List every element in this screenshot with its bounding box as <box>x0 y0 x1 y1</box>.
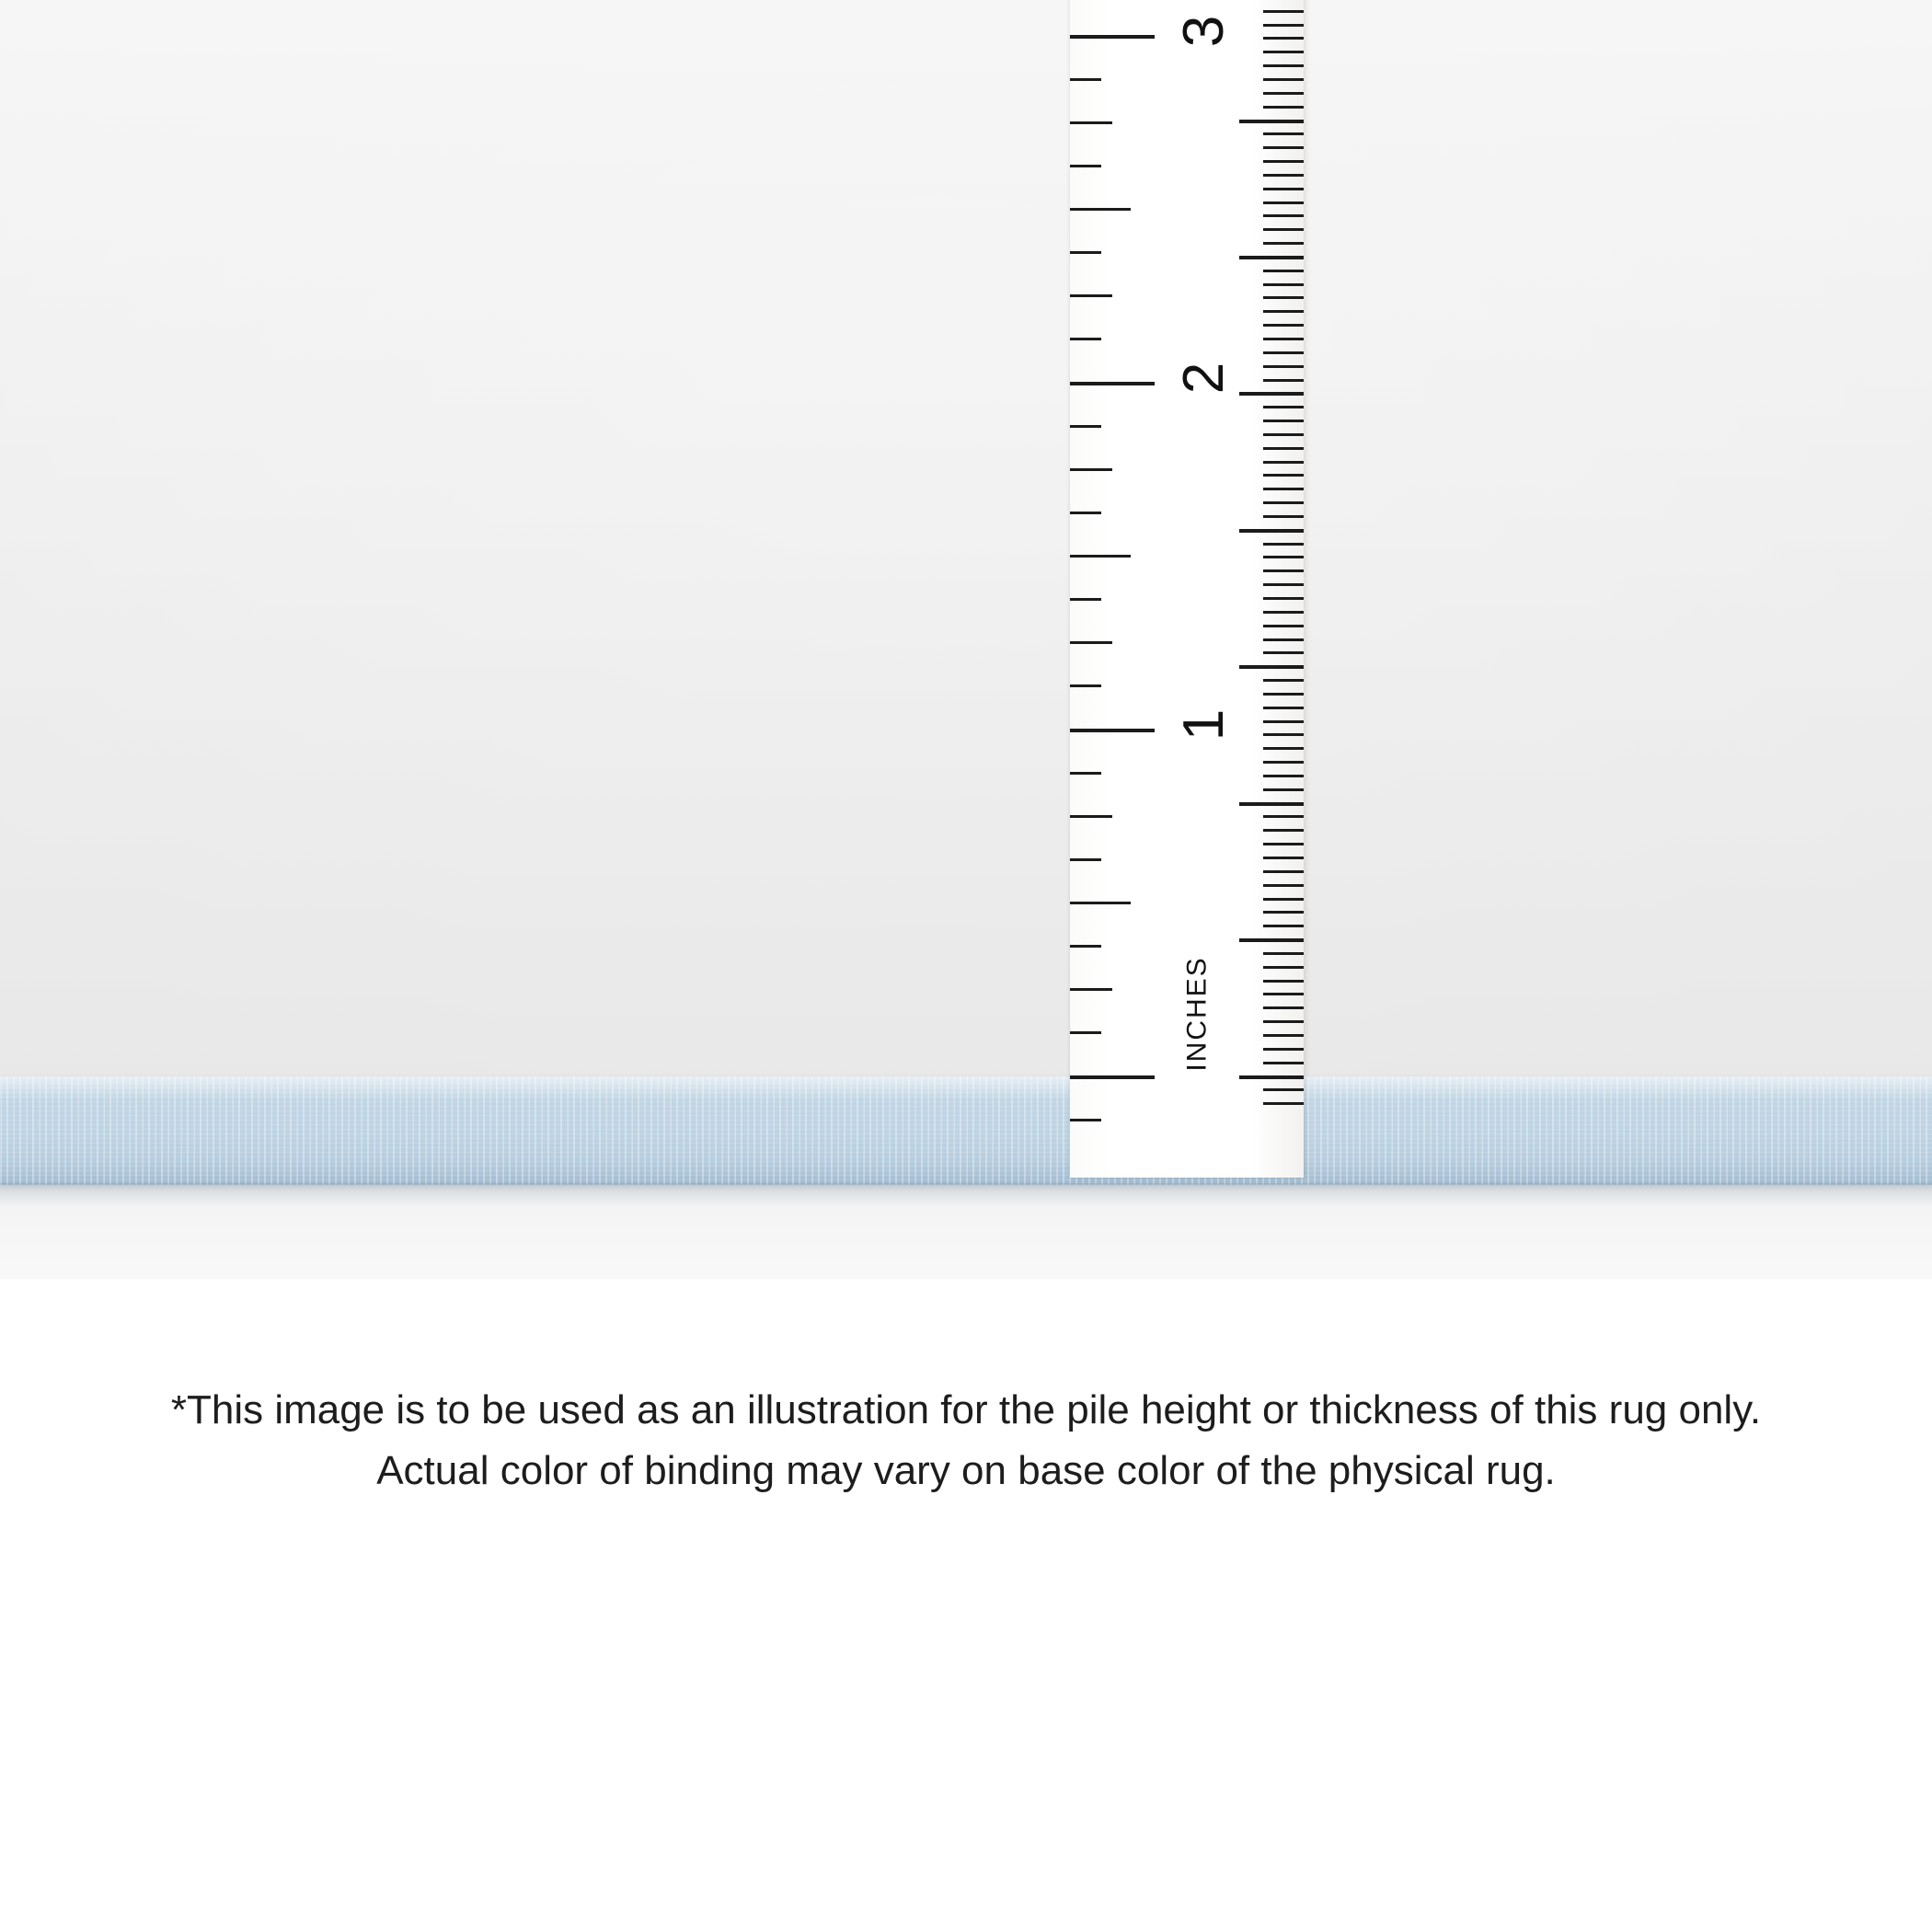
rug-cast-shadow <box>0 1183 1932 1207</box>
rug-edge-highlight <box>0 1076 1932 1100</box>
ruler-tick-left <box>1070 468 1112 471</box>
ruler-tick-right <box>1263 242 1304 245</box>
ruler <box>1070 0 1304 1178</box>
ruler-number-2: 2 <box>1172 362 1236 395</box>
ruler-tick-right <box>1263 270 1304 272</box>
ruler-tick-right <box>1263 1034 1304 1037</box>
ruler-tick-left <box>1070 512 1101 514</box>
ruler-unit-label: INCHES <box>1181 956 1213 1072</box>
ruler-tick-left <box>1070 78 1101 81</box>
ruler-tick-right <box>1263 625 1304 627</box>
ruler-tick-left <box>1070 684 1101 687</box>
ruler-tick-left <box>1070 1031 1101 1034</box>
ruler-number-3: 3 <box>1172 15 1236 48</box>
ruler-tick-right <box>1263 843 1304 845</box>
ruler-tick-right <box>1263 815 1304 818</box>
ruler-tick-right <box>1263 980 1304 983</box>
ruler-tick-right <box>1263 188 1304 190</box>
ruler-tick-right <box>1263 1062 1304 1064</box>
ruler-tick-right <box>1263 569 1304 572</box>
ruler-tick-left <box>1070 598 1101 601</box>
ruler-tick-left <box>1070 555 1131 558</box>
ruler-tick-right <box>1239 802 1304 806</box>
ruler-tick-right <box>1263 296 1304 299</box>
ruler-tick-right <box>1263 733 1304 736</box>
ruler-tick-right <box>1263 310 1304 313</box>
ruler-tick-right <box>1263 1088 1304 1091</box>
ruler-tick-right <box>1263 106 1304 109</box>
ruler-tick-right <box>1263 78 1304 81</box>
ruler-tick-right <box>1263 707 1304 709</box>
ruler-tick-right <box>1263 761 1304 764</box>
ruler-tick-right <box>1263 651 1304 654</box>
ruler-tick-left <box>1070 1075 1155 1079</box>
ruler-tick-right <box>1239 938 1304 942</box>
ruler-tick-right <box>1263 1048 1304 1051</box>
ruler-tick-left <box>1070 1119 1101 1121</box>
ruler-tick-right <box>1263 324 1304 327</box>
ruler-tick-right <box>1263 515 1304 518</box>
ruler-tick-right <box>1263 488 1304 490</box>
ruler-tick-left <box>1070 35 1155 39</box>
ruler-tick-right <box>1263 556 1304 558</box>
ruler-tick-right <box>1263 966 1304 969</box>
ruler-tick-right <box>1263 925 1304 927</box>
ruler-tick-right <box>1263 24 1304 27</box>
ruler-tick-right <box>1263 474 1304 477</box>
ruler-tick-right <box>1263 952 1304 955</box>
ruler-tick-right <box>1263 720 1304 723</box>
ruler-tick-left <box>1070 121 1112 124</box>
ruler-tick-right <box>1239 529 1304 533</box>
ruler-tick-right <box>1263 1020 1304 1023</box>
ruler-tick-right <box>1263 64 1304 67</box>
ruler-tick-right <box>1263 911 1304 914</box>
ruler-tick-right <box>1263 132 1304 135</box>
rug-binding-edge <box>0 1076 1932 1185</box>
ruler-tick-right <box>1263 1006 1304 1009</box>
ruler-tick-right <box>1239 392 1304 396</box>
ruler-tick-right <box>1263 679 1304 682</box>
ruler-tick-left <box>1070 858 1101 861</box>
caption-line-2: Actual color of binding may vary on base color of the physical rug. <box>376 1448 1556 1493</box>
ruler-tick-left <box>1070 251 1101 254</box>
caption <box>0 1380 1932 1501</box>
ruler-tick-right <box>1263 420 1304 422</box>
ruler-tick-right <box>1263 993 1304 995</box>
ruler-tick-right <box>1263 461 1304 464</box>
ruler-tick-right <box>1239 120 1304 123</box>
ruler-tick-right <box>1263 283 1304 286</box>
ruler-tick-right <box>1263 379 1304 382</box>
ruler-tick-right <box>1263 351 1304 354</box>
ruler-tick-left <box>1070 208 1131 211</box>
ruler-tick-right <box>1239 256 1304 259</box>
ruler-tick-right <box>1263 747 1304 750</box>
ruler-tick-right <box>1263 146 1304 149</box>
ruler-tick-right <box>1263 201 1304 204</box>
ruler-tick-right <box>1263 543 1304 546</box>
caption-line-1: *This image is to be used as an illustration for the pile height or thickness of this rug only. <box>170 1387 1762 1432</box>
ruler-tick-left <box>1070 382 1155 385</box>
ruler-number-1: 1 <box>1172 708 1236 742</box>
ruler-tick-left <box>1070 425 1101 428</box>
ruler-tick-left <box>1070 729 1155 732</box>
ruler-tick-right <box>1263 611 1304 614</box>
ruler-tick-right <box>1263 214 1304 217</box>
ruler-tick-right <box>1263 501 1304 504</box>
ruler-tick-right <box>1263 693 1304 696</box>
ruler-tick-right <box>1263 51 1304 53</box>
ruler-tick-right <box>1263 406 1304 408</box>
ruler-tick-right <box>1263 870 1304 873</box>
ruler-tick-right <box>1263 857 1304 859</box>
ruler-tick-left <box>1070 945 1101 948</box>
ruler-tick-right <box>1263 597 1304 600</box>
ruler-tick-left <box>1070 641 1112 644</box>
ruler-tick-right <box>1263 228 1304 231</box>
ruler-tick-left <box>1070 772 1101 775</box>
ruler-tick-right <box>1263 447 1304 450</box>
ruler-tick-left <box>1070 294 1112 297</box>
ruler-tick-right <box>1263 898 1304 901</box>
ruler-tick-right <box>1263 884 1304 887</box>
ruler-tick-right <box>1263 92 1304 95</box>
ruler-tick-right <box>1263 433 1304 436</box>
ruler-tick-right <box>1263 365 1304 368</box>
ruler-tick-left <box>1070 338 1101 340</box>
ruler-tick-right <box>1263 829 1304 832</box>
ruler-tick-right <box>1263 583 1304 586</box>
ruler-tick-right <box>1263 160 1304 163</box>
ruler-tick-right <box>1263 10 1304 13</box>
ruler-tick-left <box>1070 988 1112 991</box>
ruler-tick-right <box>1239 665 1304 669</box>
ruler-tick-left <box>1070 165 1101 167</box>
ruler-tick-right <box>1263 1102 1304 1105</box>
ruler-tick-right <box>1263 37 1304 40</box>
ruler-tick-left <box>1070 902 1131 904</box>
ruler-tick-left <box>1070 815 1112 818</box>
ruler-tick-right <box>1263 338 1304 340</box>
ruler-tick-right <box>1263 788 1304 791</box>
ruler-tick-right <box>1239 1075 1304 1079</box>
ruler-tick-right <box>1263 174 1304 177</box>
ruler-tick-right <box>1263 638 1304 641</box>
ruler-tick-right <box>1263 775 1304 777</box>
